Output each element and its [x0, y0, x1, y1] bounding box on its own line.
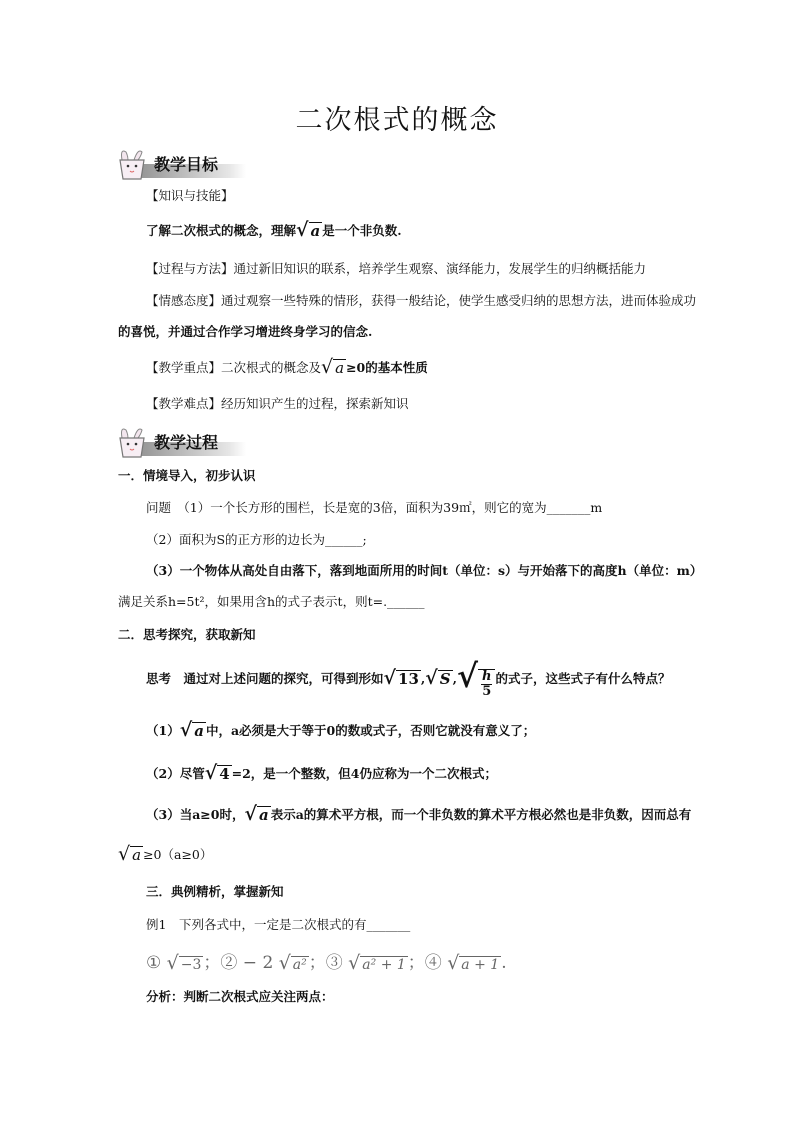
sqrt-a-squared: √ a² [278, 951, 307, 974]
part3-heading: 三．典例精析，掌握新知 [146, 884, 284, 899]
option-4-marker: ；④ [407, 953, 442, 973]
bunny-cup-icon [114, 146, 152, 182]
emotion-text-2: 的喜悦，并通过合作学习增进终身学习的信念. [118, 324, 373, 339]
sqrt-neg3: √ −3 [166, 951, 202, 974]
sqrt-s: √ S [425, 666, 451, 689]
sqrt-4: √ 4 [204, 762, 230, 784]
key-post: ≥0的基本性质 [346, 360, 428, 375]
option-3-marker: ；③ [308, 953, 343, 973]
knowledge-label: 【知识与技能】 [146, 188, 234, 203]
sqrt-a: √ a [321, 356, 345, 378]
part2-heading: 二．思考探究，获取新知 [118, 627, 256, 642]
key-pre: 【教学重点】二次根式的概念及 [146, 360, 322, 375]
sqrt-a: √ a [179, 719, 204, 741]
option-1-marker: ① [146, 953, 162, 973]
sqrt-a: √ a [244, 803, 269, 825]
sqrt-h-over-5: √ $\frac{h}{5}$ [457, 660, 495, 699]
difficulty-text: 【教学难点】经历知识产生的过程，探索新知识 [146, 396, 409, 411]
banner-title-process: 教学过程 [154, 433, 219, 452]
bunny-cup-icon [114, 424, 152, 460]
knowledge-pre: 了解二次根式的概念，理解 [146, 223, 297, 238]
sqrt-13: √ 13 [383, 666, 419, 689]
point-3-continued: √ a ≥0（a≥0） [118, 843, 213, 865]
example-options: ① √ −3 ；② − 2 √ a² ；③ √ a² + 1 ；④ √ a + 1 . [146, 951, 507, 974]
sqrt-a-plus-1: √ a + 1 [447, 951, 500, 974]
question-1: 问题 （1）一个长方形的围栏，长是宽的3倍，面积为39㎡，则它的宽为_______m [146, 500, 603, 515]
example-1: 例1 下列各式中，一定是二次根式的有_______ [146, 917, 411, 932]
analysis-text: 分析：判断二次根式应关注两点： [146, 989, 334, 1004]
think-pre: 思考 通过对上述问题的探究，可得到形如 [146, 671, 384, 686]
knowledge-line [146, 219, 402, 241]
think-post: 的式子，这些式子有什么特点？ [495, 671, 671, 686]
key-point [146, 356, 428, 378]
think-line: 思考 通过对上述问题的探究，可得到形如√ 13 ,√ S ,√ $\frac{h}{5}$ 的式子，这些式子有什么特点？ [146, 657, 671, 699]
point-3: （3）当a≥0时，√ a 表示a的算术平方根，而一个非负数的算术平方根必然也是非负数，因而总有 [146, 803, 692, 825]
section-banner-process [114, 424, 246, 460]
section-banner-objectives [114, 146, 246, 182]
part1-heading: 一．情境导入，初步认识 [118, 468, 256, 483]
method-text: 【过程与方法】通过新旧知识的联系，培养学生观察、演绎能力，发展学生的归纳概括能力 [146, 261, 647, 276]
question-3-line-2: 满足关系h=5t²，如果用含h的式子表示t，则t=.______ [118, 594, 425, 609]
point-1: （1）√ a 中，a必须是大于等于0的数或式子，否则它就没有意义了； [146, 719, 536, 741]
banner-title-objectives: 教学目标 [154, 155, 219, 174]
point-2: （2）尽管√ 4 =2，是一个整数，但4仍应称为一个二次根式； [146, 762, 498, 784]
sqrt-a: √ a [118, 843, 142, 865]
page-title: 二次根式的概念 [295, 105, 499, 136]
knowledge-post: 是一个非负数. [322, 223, 402, 238]
emotion-text-1: 【情感态度】通过观察一些特殊的情形，获得一般结论，使学生感受归纳的思想方法，进而体验成功 [146, 293, 697, 308]
option-2-marker: ；② − 2 [203, 953, 274, 973]
question-3-line-1: （3）一个物体从高处自由落下，落到地面所用的时间t（单位：s）与开始落下的高度h（单位：m） [146, 563, 703, 578]
sqrt-a: √ a [296, 219, 321, 241]
question-2: （2）面积为S的正方形的边长为______; [146, 532, 367, 547]
sqrt-a-squared-plus-1: √ a² + 1 [348, 951, 406, 974]
